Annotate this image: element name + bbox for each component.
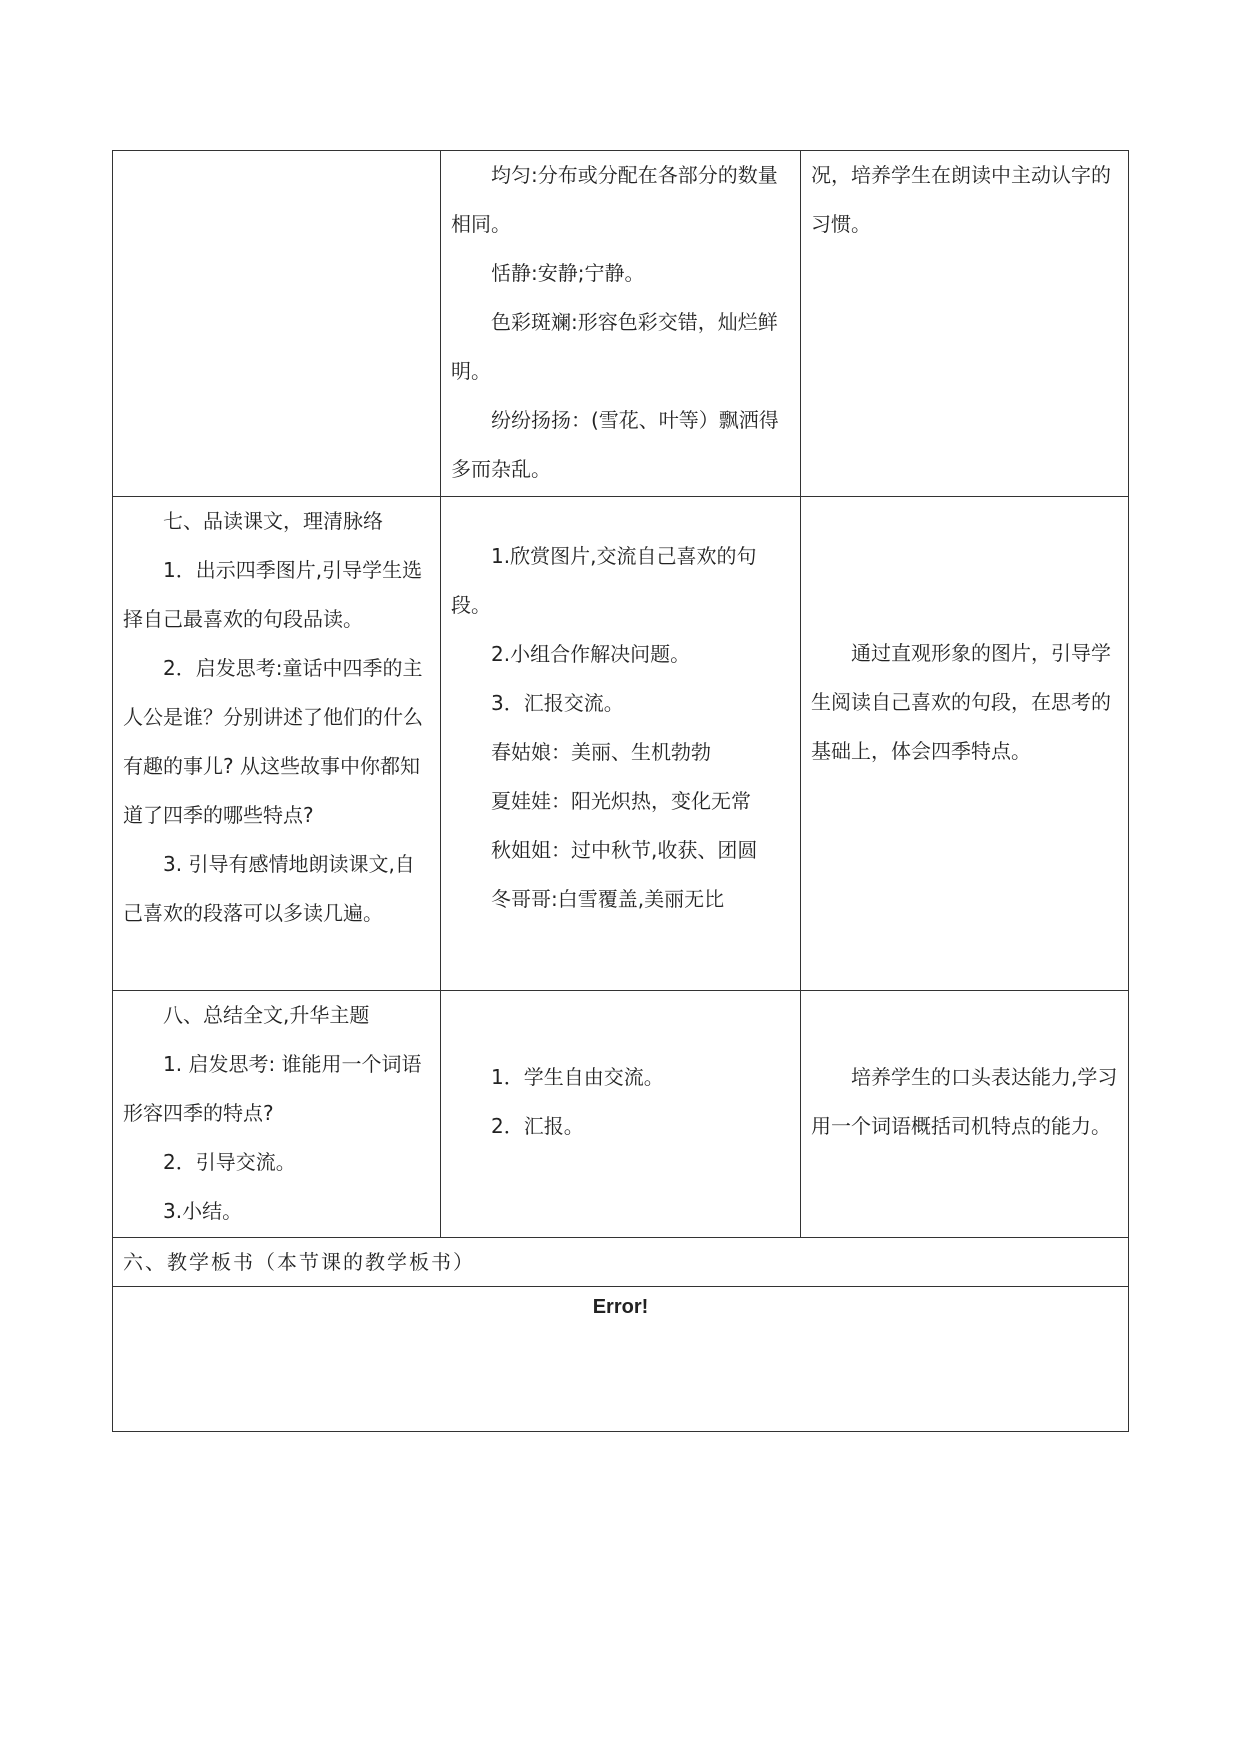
row3-process-cell bbox=[113, 991, 441, 1238]
intent-text: 况，培养学生在朗读中主动认字的习惯。 bbox=[811, 163, 1111, 236]
definition-secaibanlan: 色彩斑斓:形容色彩交错，灿烂鲜明。 bbox=[451, 310, 778, 383]
intent-text: 培养学生的口头表达能力,学习用一个词语概括司机特点的能力。 bbox=[811, 1065, 1118, 1138]
board-section-header: 六、教学板书（本节课的教学板书） bbox=[113, 1238, 1129, 1287]
student-step-1: 1.欣赏图片,交流自己喜欢的句段。 bbox=[451, 544, 757, 617]
table-row bbox=[113, 1238, 1129, 1287]
table-row bbox=[113, 1287, 1129, 1432]
row2-student-cell bbox=[441, 497, 801, 991]
student-step-1: 1．学生自由交流。 bbox=[491, 1065, 664, 1089]
board-error-text: Error! bbox=[592, 1296, 649, 1318]
process-step-1: 1. 启发思考: 谁能用一个词语形容四季的特点? bbox=[123, 1052, 422, 1125]
student-step-2: 2．汇报。 bbox=[491, 1114, 584, 1138]
table-row bbox=[113, 497, 1129, 991]
board-content-cell bbox=[113, 1287, 1129, 1432]
row3-intent-cell bbox=[801, 991, 1129, 1238]
row1-intent-cell bbox=[801, 151, 1129, 497]
section-heading-7: 七、品读课文，理清脉络 bbox=[163, 509, 383, 533]
season-summer: 夏娃娃：阳光炽热，变化无常 bbox=[491, 789, 751, 813]
table-row bbox=[113, 151, 1129, 497]
process-step-2: 2．引导交流。 bbox=[163, 1150, 296, 1174]
season-spring: 春姑娘：美丽、生机勃勃 bbox=[491, 740, 711, 764]
definition-fenfenyangyang: 纷纷扬扬：(雪花、叶等）飘洒得多而杂乱。 bbox=[451, 408, 779, 481]
row1-process-cell bbox=[113, 151, 441, 497]
row1-student-cell bbox=[441, 151, 801, 497]
process-step-2: 2．启发思考:童话中四季的主人公是谁？分别讲述了他们的什么有趣的事儿? 从这些故事中你都知道了四季的哪些特点? bbox=[123, 656, 423, 827]
season-winter: 冬哥哥:白雪覆盖,美丽无比 bbox=[491, 887, 725, 911]
student-step-3: 3．汇报交流。 bbox=[491, 691, 624, 715]
intent-text: 通过直观形象的图片，引导学生阅读自己喜欢的句段，在思考的基础上，体会四季特点。 bbox=[811, 641, 1111, 763]
process-step-3: 3. 引导有感情地朗读课文,自己喜欢的段落可以多读几遍。 bbox=[123, 852, 415, 925]
definition-junyun: 均匀:分布或分配在各部分的数量相同。 bbox=[451, 163, 778, 236]
student-step-2: 2.小组合作解决问题。 bbox=[491, 642, 691, 666]
table-row bbox=[113, 991, 1129, 1238]
row2-process-cell bbox=[113, 497, 441, 991]
row2-intent-cell bbox=[801, 497, 1129, 991]
row3-student-cell bbox=[441, 991, 801, 1238]
season-autumn: 秋姐姐：过中秋节,收获、团圆 bbox=[491, 838, 758, 862]
definition-tianjing: 恬静:安静;宁静。 bbox=[491, 261, 645, 285]
lesson-plan-table bbox=[112, 150, 1129, 1432]
section-heading-8: 八、总结全文,升华主题 bbox=[163, 1003, 370, 1027]
process-step-3: 3.小结。 bbox=[163, 1199, 243, 1223]
process-step-1: 1．出示四季图片,引导学生选择自己最喜欢的句段品读。 bbox=[123, 558, 423, 631]
